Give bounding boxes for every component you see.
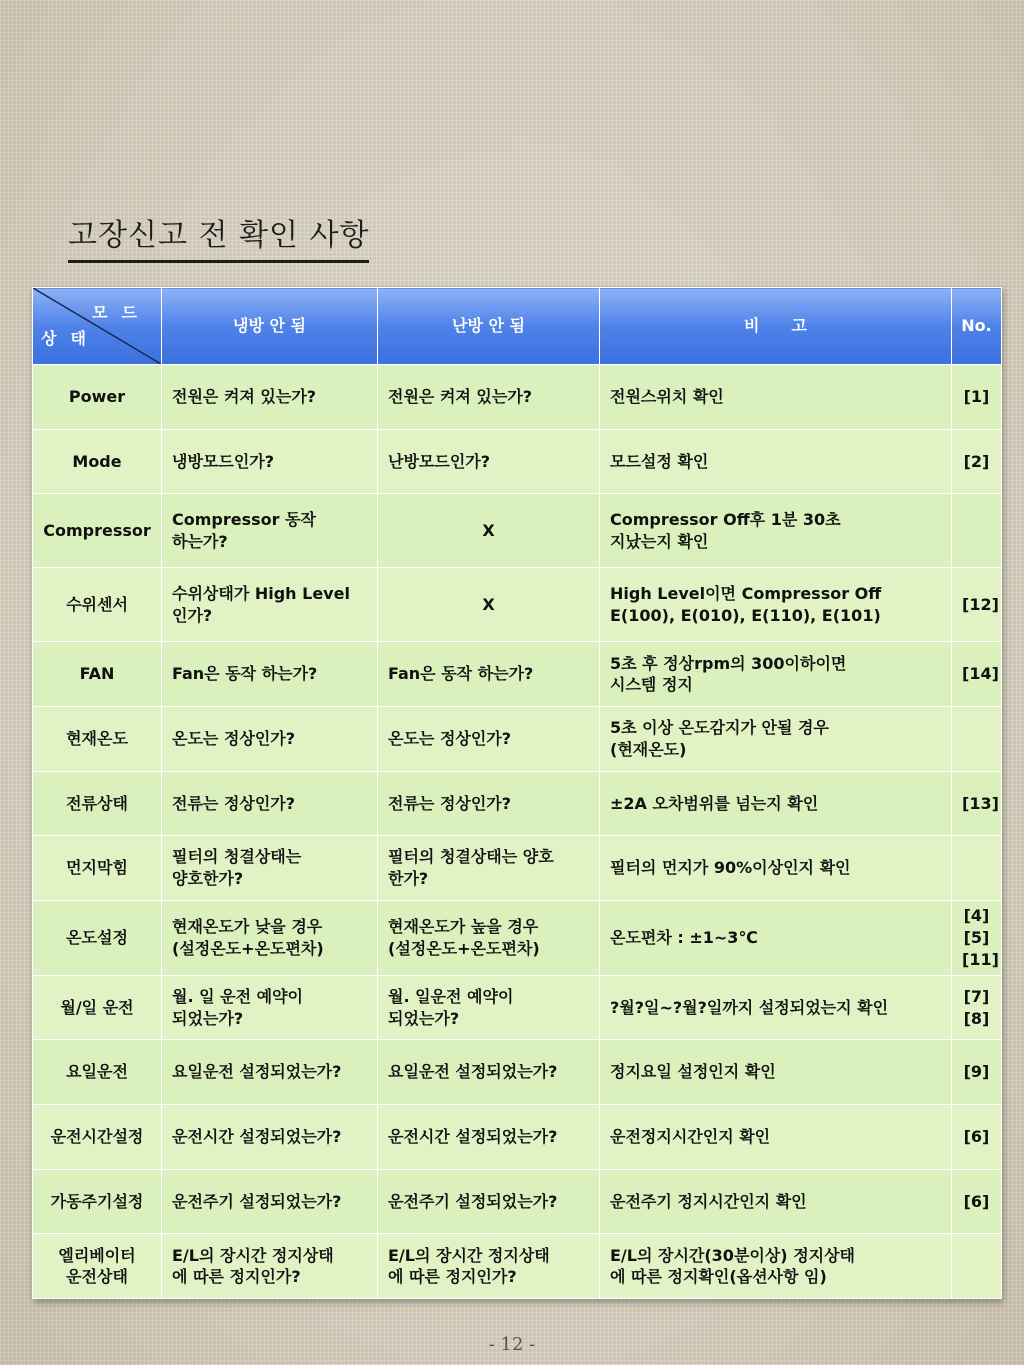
header-corner-cell [33, 288, 162, 365]
row-state-cell: 가동주기설정 [33, 1169, 162, 1234]
row-cooling-cell: 요일운전 설정되었는가? [162, 1040, 378, 1105]
table-row [33, 429, 1002, 494]
checklist-table [32, 287, 1002, 1299]
row-state-cell: 현재온도 [33, 707, 162, 772]
row-no-cell [952, 494, 1002, 568]
row-cooling-cell: 냉방모드인가? [162, 429, 378, 494]
row-cooling-cell: E/L의 장시간 정지상태 에 따른 정지인가? [162, 1234, 378, 1299]
row-no-cell [952, 1234, 1002, 1299]
row-cooling-cell: 필터의 청결상태는 양호한가? [162, 836, 378, 901]
table-row [33, 568, 1002, 642]
row-cooling-cell: 월. 일 운전 예약이 되었는가? [162, 975, 378, 1040]
row-state-cell: 전류상태 [33, 771, 162, 836]
table-row [33, 1105, 1002, 1170]
row-no-cell: [13] [952, 771, 1002, 836]
row-heating-cell: 운전시간 설정되었는가? [378, 1105, 600, 1170]
table-row [33, 494, 1002, 568]
row-cooling-cell: 현재온도가 낮을 경우 (설정온도+온도편차) [162, 900, 378, 975]
row-heating-cell: 난방모드인가? [378, 429, 600, 494]
row-heating-cell: E/L의 장시간 정지상태 에 따른 정지인가? [378, 1234, 600, 1299]
table-header-row [33, 288, 1002, 365]
table-row [33, 642, 1002, 707]
row-state-cell: 온도설정 [33, 900, 162, 975]
row-heating-cell: 전류는 정상인가? [378, 771, 600, 836]
table-row [33, 1234, 1002, 1299]
header-cooling: 냉방 안 됨 [162, 288, 378, 365]
row-cooling-cell: 수위상태가 High Level 인가? [162, 568, 378, 642]
row-remark-cell: 전원스위치 확인 [600, 365, 952, 430]
row-no-cell: [4][5] [11] [952, 900, 1002, 975]
table-row [33, 836, 1002, 901]
page-number: - 12 - [488, 1334, 536, 1355]
row-no-cell: [6] [952, 1105, 1002, 1170]
row-remark-cell: 5초 이상 온도감지가 안될 경우 (현재온도) [600, 707, 952, 772]
diagonal-divider [33, 288, 161, 364]
row-no-cell: [7][8] [952, 975, 1002, 1040]
row-remark-cell: 정지요일 설정인지 확인 [600, 1040, 952, 1105]
row-remark-cell: 운전주기 정지시간인지 확인 [600, 1169, 952, 1234]
row-remark-cell: Compressor Off후 1분 30초 지났는지 확인 [600, 494, 952, 568]
row-cooling-cell: 전원은 켜져 있는가? [162, 365, 378, 430]
row-heating-cell: 운전주기 설정되었는가? [378, 1169, 600, 1234]
troubleshooting-table [32, 287, 1001, 1299]
row-cooling-cell: 온도는 정상인가? [162, 707, 378, 772]
row-no-cell [952, 707, 1002, 772]
row-no-cell: [1] [952, 365, 1002, 430]
page-title: 고장신고 전 확인 사항 [68, 210, 369, 263]
row-heating-cell: 현재온도가 높을 경우 (설정온도+온도편차) [378, 900, 600, 975]
row-no-cell [952, 836, 1002, 901]
row-remark-cell: 5초 후 정상rpm의 300이하이면 시스템 정지 [600, 642, 952, 707]
row-no-cell: [14] [952, 642, 1002, 707]
row-state-cell: 수위센서 [33, 568, 162, 642]
header-state-label: 상태 [41, 329, 100, 349]
row-state-cell: Mode [33, 429, 162, 494]
row-state-cell: FAN [33, 642, 162, 707]
row-heating-cell: 월. 일운전 예약이 되었는가? [378, 975, 600, 1040]
table-row [33, 1040, 1002, 1105]
table-row [33, 771, 1002, 836]
row-cooling-cell: 운전시간 설정되었는가? [162, 1105, 378, 1170]
row-heating-cell: Fan은 동작 하는가? [378, 642, 600, 707]
row-no-cell: [6] [952, 1169, 1002, 1234]
table-row [33, 1169, 1002, 1234]
row-cooling-cell: 운전주기 설정되었는가? [162, 1169, 378, 1234]
row-state-cell: 요일운전 [33, 1040, 162, 1105]
row-remark-cell: 모드설정 확인 [600, 429, 952, 494]
row-heating-cell: 필터의 청결상태는 양호 한가? [378, 836, 600, 901]
row-state-cell: 엘리베이터 운전상태 [33, 1234, 162, 1299]
row-no-cell: [12] [952, 568, 1002, 642]
table-row [33, 900, 1002, 975]
row-state-cell: Power [33, 365, 162, 430]
row-remark-cell: 필터의 먼지가 90%이상인지 확인 [600, 836, 952, 901]
row-remark-cell: ±2A 오차범위를 넘는지 확인 [600, 771, 952, 836]
row-state-cell: 운전시간설정 [33, 1105, 162, 1170]
row-state-cell: Compressor [33, 494, 162, 568]
row-state-cell: 먼지막힘 [33, 836, 162, 901]
row-heating-cell: 온도는 정상인가? [378, 707, 600, 772]
row-state-cell: 월/일 운전 [33, 975, 162, 1040]
header-remarks: 비 고 [600, 288, 952, 365]
row-remark-cell: High Level이면 Compressor Off E(100), E(010), E(110), E(101) [600, 568, 952, 642]
row-heating-cell: X [378, 568, 600, 642]
row-heating-cell: 요일운전 설정되었는가? [378, 1040, 600, 1105]
row-remark-cell: 운전정지시간인지 확인 [600, 1105, 952, 1170]
table-row [33, 975, 1002, 1040]
row-cooling-cell: Compressor 동작 하는가? [162, 494, 378, 568]
table-row [33, 365, 1002, 430]
row-remark-cell: 온도편차 : ±1~3℃ [600, 900, 952, 975]
row-cooling-cell: 전류는 정상인가? [162, 771, 378, 836]
row-remark-cell: E/L의 장시간(30분이상) 정지상태 에 따른 정지확인(옵션사항 임) [600, 1234, 952, 1299]
row-heating-cell: 전원은 켜져 있는가? [378, 365, 600, 430]
row-no-cell: [9] [952, 1040, 1002, 1105]
row-remark-cell: ?월?일~?월?일까지 설정되었는지 확인 [600, 975, 952, 1040]
table-row [33, 707, 1002, 772]
header-heating: 난방 안 됨 [378, 288, 600, 365]
row-cooling-cell: Fan은 동작 하는가? [162, 642, 378, 707]
header-no: No. [952, 288, 1002, 365]
row-heating-cell: X [378, 494, 600, 568]
header-mode-label: 모드 [92, 303, 151, 322]
row-no-cell: [2] [952, 429, 1002, 494]
